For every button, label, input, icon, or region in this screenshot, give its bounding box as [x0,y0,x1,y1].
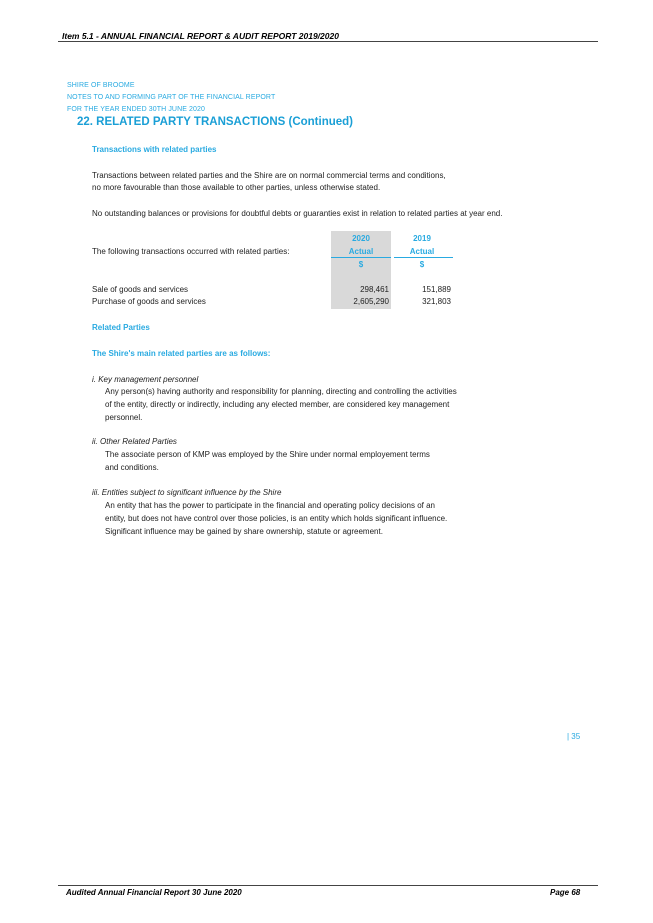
kmp-text-line: of the entity, directly or indirectly, including any elected member, are considered key management [105,400,450,409]
transactions-paragraph-line: Transactions between related parties and the Shire are on normal commercial terms and conditions, [92,171,446,180]
column-2020-unit: $ [358,260,364,269]
column-2020-label: Actual [348,247,374,256]
entities-text-line: entity, but does not have control over those policies, is an entity which holds significant influence. [105,514,448,523]
table-row-label: Purchase of goods and services [92,297,206,306]
column-2019-unit: $ [419,260,425,269]
report-period: FOR THE YEAR ENDED 30TH JUNE 2020 [67,106,206,113]
kmp-title: i. Key management personnel [92,375,199,384]
other-related-title: ii. Other Related Parties [92,437,177,446]
footer-rule [58,885,598,886]
column-2019-underline [394,257,453,258]
table-row-label: Sale of goods and services [92,285,189,294]
related-parties-subheading: The Shire's main related parties are as follows: [92,349,271,358]
transactions-intro: The following transactions occurred with related parties: [92,247,290,256]
table-cell-2020: 2,605,290 [353,297,389,306]
section-title: 22. RELATED PARTY TRANSACTIONS (Continued) [77,116,353,128]
header-rule [58,41,598,42]
kmp-text-line: Any person(s) having authority and responsibility for planning, directing and controlling the activities [105,387,457,396]
entities-title: iii. Entities subject to significant influence by the Shire [92,488,282,497]
column-2020-underline [331,257,391,258]
table-cell-2020: 298,461 [360,285,389,294]
report-notes-title: NOTES TO AND FORMING PART OF THE FINANCIAL REPORT [67,94,276,101]
footer-title: Audited Annual Financial Report 30 June 2020 [66,888,242,897]
transactions-paragraph-line: no more favourable than those available to other parties, unless otherwise stated. [92,183,381,192]
footer-page-number: Page 68 [550,888,581,897]
outstanding-balances-text: No outstanding balances or provisions for doubtful debts or guaranties exist in relation to related parties at year end. [92,209,503,218]
document-header: Item 5.1 - ANNUAL FINANCIAL REPORT & AUDIT REPORT 2019/2020 [62,31,339,41]
column-2019-year: 2019 [413,234,431,243]
column-2020-year: 2020 [352,234,370,243]
entities-text-line: Significant influence may be gained by share ownership, statute or agreement. [105,527,383,536]
table-cell-2019: 151,889 [422,285,451,294]
entities-text-line: An entity that has the power to participate in the financial and operating policy decisions of an [105,501,435,510]
transactions-heading: Transactions with related parties [92,145,217,154]
kmp-text-line: personnel. [105,413,143,422]
shire-name: SHIRE OF BROOME [67,82,135,89]
other-related-text-line: and conditions. [105,463,159,472]
column-2019-label: Actual [409,247,435,256]
table-cell-2019: 321,803 [422,297,451,306]
inner-page-number: | 35 [567,732,581,741]
other-related-text-line: The associate person of KMP was employed by the Shire under normal employement terms [105,450,430,459]
related-parties-heading: Related Parties [92,323,150,332]
